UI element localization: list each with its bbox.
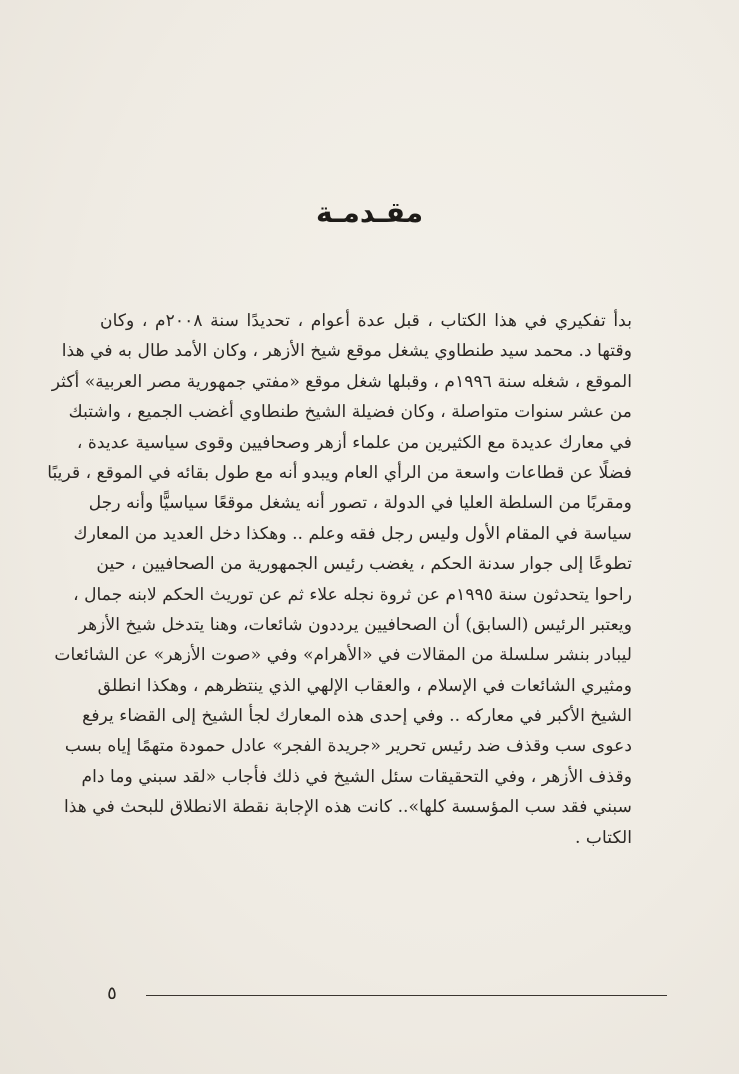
text-line: دعوى سب وقذف ضد رئيس تحرير «جريدة الفجر» عادل حمودة متهمًا إياه بسب (64, 736, 632, 757)
footer-rule (146, 995, 667, 996)
body-paragraph (47, 306, 632, 853)
text-line: الموقع ، شغله سنة ١٩٩٦م ، وقبلها شغل موقع «مفتي جمهورية مصر العربية» أكثر (51, 371, 632, 392)
text-line: وقتها د. محمد سيد طنطاوي يشغل موقع شيخ الأزهر ، وكان الأمد طال به في هذا (61, 341, 632, 362)
text-line: وقذف الأزهر ، وفي التحقيقات سئل الشيخ في ذلك فأجاب «لقد سبني وما دام (81, 766, 632, 787)
text-line: سياسة في المقام الأول وليس رجل فقه وعلم .. وهكذا دخل العديد من المعارك (73, 523, 632, 544)
text-line: الشيخ الأكبر في معاركه .. وفي إحدى هذه المعارك لجأ الشيخ إلى القضاء يرفع (82, 706, 632, 727)
text-line: من عشر سنوات متواصلة ، وكان فضيلة الشيخ طنطاوي أغضب الجميع ، واشتبك (68, 402, 632, 423)
text-line: ومثيري الشائعات في الإسلام ، والعقاب الإلهي الذي ينتظرهم ، وهكذا انطلق (97, 675, 632, 696)
text-line: الكتاب . (574, 827, 632, 848)
text-line: تطوعًا إلى جوار سدنة الحكم ، يغضب رئيس الجمهورية من الصحافيين ، حين (96, 554, 632, 575)
text-line: في معارك عديدة مع الكثيرين من علماء أزهر وصحافيين وقوى سياسية عديدة ، (76, 432, 632, 453)
page-title: مقـدمـة (315, 196, 424, 229)
page-number: ٥ (107, 983, 117, 1004)
text-line: فضلًا عن قطاعات واسعة من الرأي العام ويبدو أنه مع طول بقائه في الموقع ، قريبًا (47, 462, 632, 483)
text-line: سبني فقد سب المؤسسة كلها».. كانت هذه الإجابة نقطة الانطلاق للبحث في هذا (63, 797, 632, 818)
text-line: ومقربًا من السلطة العليا في الدولة ، تصور أنه يشغل موقعًا سياسيًّا وأنه رجل (88, 493, 632, 514)
text-line: ليبادر بنشر سلسلة من المقالات في «الأهرام» وفي «صوت الأزهر» عن الشائعات (54, 645, 632, 666)
text-line: بدأ تفكيري في هذا الكتاب ، قبل عدة أعوام ، تحديدًا سنة ٢٠٠٨م ، وكان (100, 311, 632, 331)
text-line: راحوا يتحدثون سنة ١٩٩٥م عن ثروة نجله علاء ثم عن توريث الحكم لابنه جمال ، (73, 584, 632, 605)
text-line: ويعتبر الرئيس (السابق) أن الصحافيين يرددون شائعات، وهنا يتدخل شيخ الأزهر (78, 614, 632, 635)
